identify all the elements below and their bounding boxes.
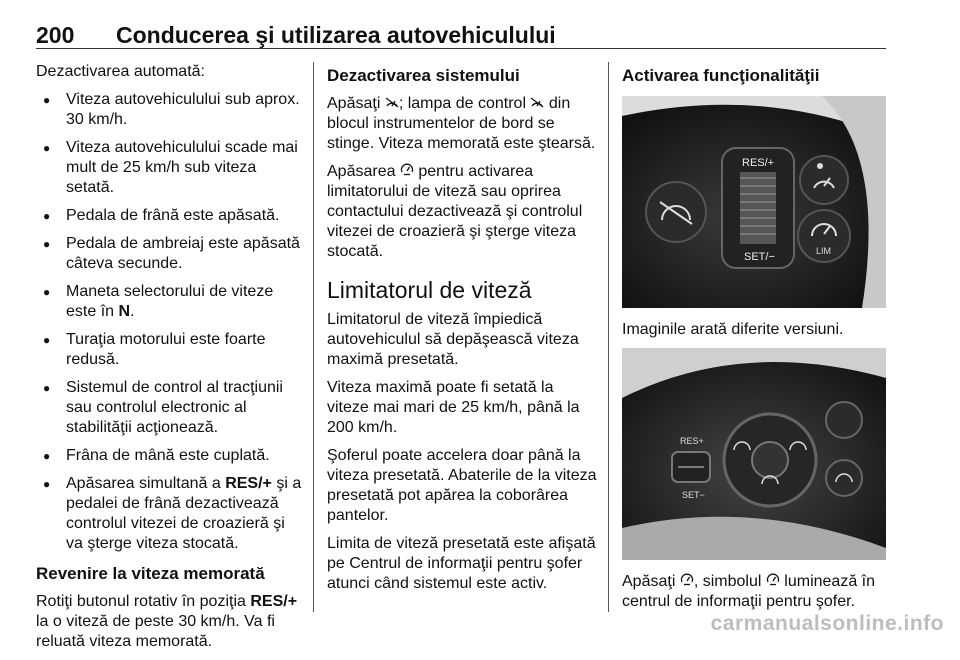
lim-label: LIM [816,246,832,256]
limiter-para-3: Şoferul poate accelera doar până la viteza presetată. Abaterile de la viteza presetată pot apărea la coborârea pantelor. [327,447,597,524]
limiter-para-2: Viteza maximă poate fi setată la viteze mai mari de 25 km/h, până la 200 km/h. [327,379,580,436]
limiter-para-4: Limita de viteză presetată este afişată pe Centrul de informaţii pentru şofer atunci când sistemul este activ. [327,535,596,592]
list-item: ● Turaţia motorului este foarte redusă. [36,330,306,370]
cruise-off-icon [530,96,544,108]
activation-heading: Activarea funcţionalităţii [622,66,820,85]
column-left [36,62,306,660]
speed-limiter-title: Limitatorul de viteză [327,277,532,303]
resume-speed-text: Rotiţi butonul rotativ în poziţia RES/+ la o viteză de peste 30 km/h. Va fi reluată viteza memorată. [36,593,298,650]
res-label: RES/+ [742,157,775,169]
list-item: ● Viteza autovehiculului scade mai mult de 25 km/h sub viteza setată. [36,138,306,198]
list-item: ● Apăsarea simultană a RES/+ şi a pedalei de frână dezactivează controlul vitezei de croazieră şi va şterge viteza stocată. [36,474,306,554]
column-right [622,62,888,620]
speed-limiter-icon [680,572,694,586]
watermark: carmanualsonline.info [710,612,944,635]
column-divider-2 [608,62,609,612]
resume-speed-heading: Revenire la viteza memorată [36,564,265,583]
column-middle [327,62,597,602]
list-item: ● Maneta selectorului de viteze este în N. [36,282,306,322]
list-item: ● Viteza autovehiculului sub aprox. 30 km/h. [36,90,306,130]
column-divider-1 [313,62,314,612]
deactivate-para-1: Apăsaţi ; lampa de control din blocul instrumentelor de bord se stinge. Viteza memorată este ştearsă. [327,95,596,152]
page-number: 200 [36,22,75,48]
speed-limiter-icon [766,572,780,586]
header-rule [36,48,886,49]
auto-deactivation-intro: Dezactivarea automată: [36,63,205,80]
list-item: ● Pedala de ambreiaj este apăsată câteva secunde. [36,234,306,274]
list-item: ● Sistemul de control al tracţiunii sau controlul electronic al stabilităţii acţionează. [36,378,306,438]
steering-wheel-photo-1 [622,96,886,308]
list-item: ● Pedala de frână este apăsată. [36,206,306,226]
steering-wheel-photo-2 [622,348,886,560]
res-label-2: RES+ [680,436,704,446]
set-label: SET/− [744,251,775,263]
limiter-para-1: Limitatorul de viteză împiedică autovehiculul să depăşească viteza maximă presetată. [327,311,579,368]
image-caption: Imaginile arată diferite versiuni. [622,321,844,338]
deactivate-para-2: Apăsarea pentru activarea limitatorului de viteză sau oprirea contactului dezactivează şi controlul vitezei de croazieră şi şterge viteza stocată. [327,163,583,260]
set-label-2: SET− [682,490,705,500]
deactivate-system-heading: Dezactivarea sistemului [327,66,520,85]
deactivation-list [36,90,306,554]
cruise-off-icon [385,96,399,108]
speed-limiter-icon [400,162,414,176]
activation-para: Apăsaţi , simbolul luminează în centrul de informaţii pentru şofer. [622,573,876,610]
list-item: ● Frâna de mână este cuplată. [36,446,306,466]
chapter-title: Conducerea şi utilizarea autovehiculului [116,22,556,48]
